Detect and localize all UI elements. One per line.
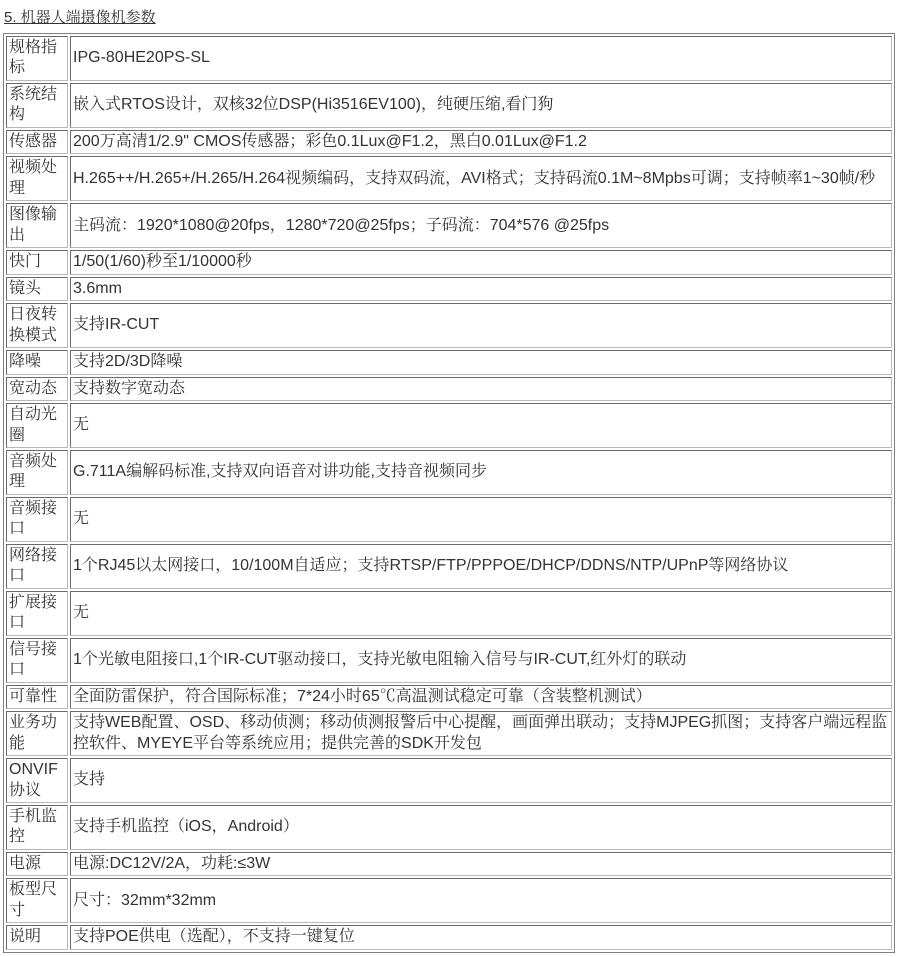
spec-table-body [6, 36, 892, 950]
spec-label-cell: 音频接口 [6, 497, 68, 542]
spec-label-cell: 图像输出 [6, 203, 68, 248]
spec-value-cell: 1/50(1/60)秒至1/10000秒 [70, 250, 892, 274]
spec-value-cell: 支持2D/3D降噪 [70, 350, 892, 374]
spec-value-cell: 主码流：1920*1080@20fps，1280*720@25fps；子码流：704*576 @25fps [70, 203, 892, 248]
table-row [6, 203, 892, 248]
spec-label-cell: 音频处理 [6, 450, 68, 495]
page-title: 5. 机器人端摄像机参数 [4, 9, 156, 26]
spec-label-cell: 宽动态 [6, 377, 68, 401]
spec-value-cell: G.711A编解码标准,支持双向语音对讲功能,支持音视频同步 [70, 450, 892, 495]
table-row [6, 250, 892, 274]
spec-label-cell: 规格指标 [6, 36, 68, 81]
spec-label-cell: 降噪 [6, 350, 68, 374]
spec-label-cell: 日夜转换模式 [6, 303, 68, 348]
spec-label-cell: 系统结构 [6, 83, 68, 128]
table-row [6, 805, 892, 850]
table-row [6, 83, 892, 128]
spec-label-cell: 快门 [6, 250, 68, 274]
spec-value-cell: 无 [70, 403, 892, 448]
spec-value-cell: 无 [70, 591, 892, 636]
spec-label-cell: 扩展接口 [6, 591, 68, 636]
spec-value-cell: 支持IR-CUT [70, 303, 892, 348]
spec-label-cell: 视频处理 [6, 156, 68, 201]
table-row [6, 544, 892, 589]
spec-label-cell: 板型尺寸 [6, 878, 68, 923]
spec-value-cell: 支持数字宽动态 [70, 377, 892, 401]
table-row [6, 497, 892, 542]
table-row [6, 852, 892, 876]
table-row [6, 156, 892, 201]
spec-label-cell: 电源 [6, 852, 68, 876]
spec-value-cell: 3.6mm [70, 277, 892, 301]
table-row [6, 711, 892, 756]
table-row [6, 925, 892, 949]
spec-label-cell: ONVIF协议 [6, 758, 68, 803]
spec-value-cell: 200万高清1/2.9" CMOS传感器；彩色0.1Lux@F1.2，黑白0.01Lux@F1.2 [70, 130, 892, 154]
table-row [6, 377, 892, 401]
camera-spec-table [3, 33, 895, 953]
spec-value-cell: 无 [70, 497, 892, 542]
table-row [6, 450, 892, 495]
table-row [6, 878, 892, 923]
spec-label-cell: 自动光圈 [6, 403, 68, 448]
spec-value-cell: 尺寸：32mm*32mm [70, 878, 892, 923]
spec-value-cell: 支持 [70, 758, 892, 803]
spec-value-cell: 支持手机监控（iOS，Android） [70, 805, 892, 850]
spec-label-cell: 信号接口 [6, 638, 68, 683]
spec-label-cell: 业务功能 [6, 711, 68, 756]
spec-value-cell: 支持POE供电（选配），不支持一键复位 [70, 925, 892, 949]
table-row [6, 36, 892, 81]
spec-value-cell: IPG-80HE20PS-SL [70, 36, 892, 81]
spec-label-cell: 手机监控 [6, 805, 68, 850]
table-row [6, 638, 892, 683]
spec-label-cell: 镜头 [6, 277, 68, 301]
spec-label-cell: 说明 [6, 925, 68, 949]
table-row [6, 277, 892, 301]
spec-label-cell: 网络接口 [6, 544, 68, 589]
table-row [6, 403, 892, 448]
spec-value-cell: 1个光敏电阻接口,1个IR-CUT驱动接口，支持光敏电阻输入信号与IR-CUT,红外灯的联动 [70, 638, 892, 683]
table-row [6, 303, 892, 348]
spec-value-cell: 电源:DC12V/2A，功耗:≤3W [70, 852, 892, 876]
spec-value-cell: 1个RJ45以太网接口，10/100M自适应；支持RTSP/FTP/PPPOE/DHCP/DDNS/NTP/UPnP等网络协议 [70, 544, 892, 589]
spec-label-cell: 传感器 [6, 130, 68, 154]
spec-label-cell: 可靠性 [6, 685, 68, 709]
spec-value-cell: 嵌入式RTOS设计，双核32位DSP(Hi3516EV100)，纯硬压缩,看门狗 [70, 83, 892, 128]
table-row [6, 591, 892, 636]
table-row [6, 685, 892, 709]
spec-value-cell: 支持WEB配置、OSD、移动侦测；移动侦测报警后中心提醒，画面弹出联动；支持MJPEG抓图；支持客户端远程监控软件、MYEYE平台等系统应用；提供完善的SDK开发包 [70, 711, 892, 756]
spec-value-cell: H.265++/H.265+/H.265/H.264视频编码，支持双码流，AVI格式；支持码流0.1M~8Mpbs可调；支持帧率1~30帧/秒 [70, 156, 892, 201]
spec-value-cell: 全面防雷保护，符合国际标准；7*24小时65℃高温测试稳定可靠（含装整机测试） [70, 685, 892, 709]
table-row [6, 130, 892, 154]
table-row [6, 758, 892, 803]
table-row [6, 350, 892, 374]
